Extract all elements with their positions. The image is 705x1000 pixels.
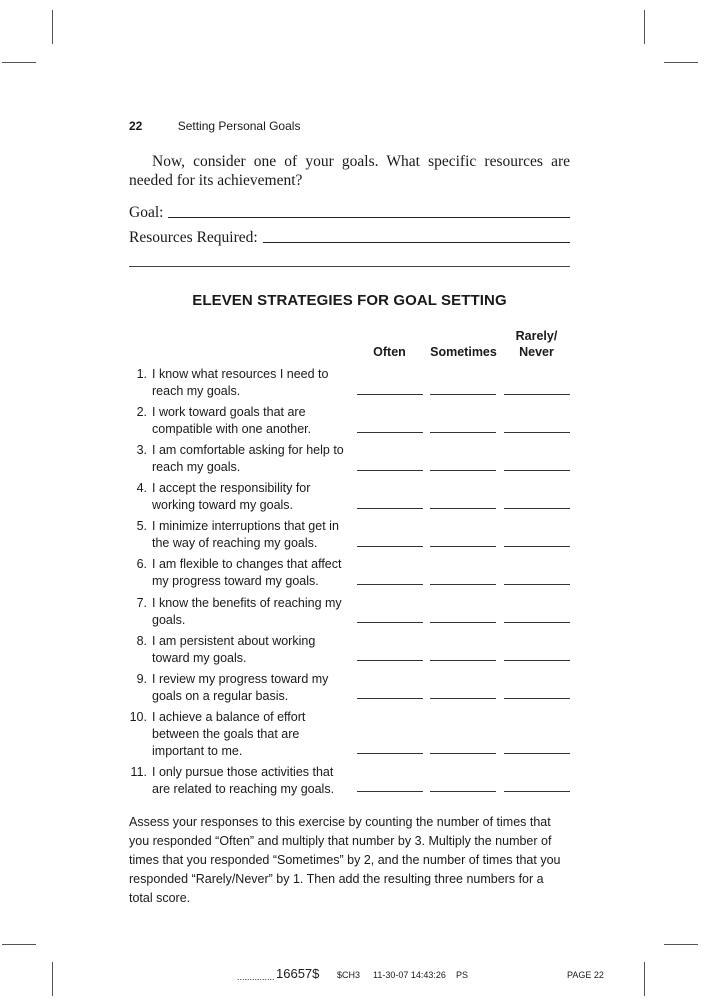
often-answer-line[interactable] (357, 470, 423, 471)
goal-field[interactable] (129, 204, 570, 222)
strategy-number: 3. (136, 443, 147, 457)
intro-paragraph: Now, consider one of your goals. What specific resources are needed for its achievement? (129, 153, 570, 189)
sometimes-answer-line[interactable] (430, 584, 496, 585)
page-number: 22 (129, 119, 143, 133)
crop-mark (644, 962, 645, 996)
strategy-number: 9. (136, 672, 147, 686)
sometimes-answer-line[interactable] (430, 622, 496, 623)
strategy-text: I am comfortable asking for help to reach my goals. (152, 443, 344, 474)
resources-blank-extra-line[interactable] (129, 266, 570, 267)
running-header (129, 119, 300, 133)
strategy-item (129, 671, 351, 705)
rarely-never-answer-line[interactable] (504, 660, 570, 661)
often-answer-line[interactable] (357, 546, 423, 547)
strategy-text: I am persistent about working toward my goals. (152, 634, 316, 665)
strategy-number: 5. (136, 519, 147, 533)
footer-ps: PS (456, 970, 469, 980)
strategy-item (129, 366, 351, 400)
often-answer-line[interactable] (357, 660, 423, 661)
footer-job-number: 16657$ (276, 966, 320, 981)
section-title: ELEVEN STRATEGIES FOR GOAL SETTING (192, 292, 507, 309)
crop-mark (2, 62, 36, 63)
rarely-never-answer-line[interactable] (504, 622, 570, 623)
strategy-number: 7. (136, 596, 147, 610)
sometimes-answer-line[interactable] (430, 753, 496, 754)
sometimes-answer-line[interactable] (430, 698, 496, 699)
rarely-never-answer-line[interactable] (504, 546, 570, 547)
strategy-text: I work toward goals that are compatible with one another. (152, 405, 312, 436)
strategy-text: I know the benefits of reaching my goals. (152, 596, 342, 627)
strategy-text: I am flexible to changes that affect my progress toward my goals. (152, 557, 342, 588)
strategy-item (129, 595, 351, 629)
strategy-text: I accept the responsibility for working toward my goals. (152, 481, 311, 512)
strategy-item (129, 404, 351, 438)
sometimes-answer-line[interactable] (430, 470, 496, 471)
crop-mark (52, 962, 53, 996)
often-answer-line[interactable] (357, 791, 423, 792)
often-answer-line[interactable] (357, 394, 423, 395)
column-rarely-never (503, 328, 570, 360)
often-answer-line[interactable] (357, 698, 423, 699)
strategy-number: 6. (136, 557, 147, 571)
strategy-number: 8. (136, 634, 147, 648)
sometimes-answer-line[interactable] (430, 508, 496, 509)
sometimes-answer-line[interactable] (430, 660, 496, 661)
rarely-never-answer-line[interactable] (504, 584, 570, 585)
column-often: Often (373, 345, 406, 359)
resources-field[interactable] (129, 229, 570, 247)
strategy-text: I minimize interruptions that get in the way of reaching my goals. (152, 519, 339, 550)
strategy-number: 10. (129, 710, 147, 724)
assessment-paragraph: Assess your responses to this exercise by counting the number of times that you responded “Often” and multiply that number by 3. Multiply the number of times that you responded “Sometimes” by 2, and the number of times that you responded “Rarely/Never” by 1. Then add the resulting three numbers for a total score. (129, 815, 561, 905)
rarely-never-answer-line[interactable] (504, 698, 570, 699)
strategy-item (129, 556, 351, 590)
rarely-never-answer-line[interactable] (504, 394, 570, 395)
often-answer-line[interactable] (357, 622, 423, 623)
sometimes-answer-line[interactable] (430, 546, 496, 547)
sometimes-answer-line[interactable] (430, 791, 496, 792)
strategy-text: I review my progress toward my goals on a regular basis. (152, 672, 329, 703)
strategy-text: I achieve a balance of effort between the goals that are important to me. (152, 710, 306, 758)
crop-mark (644, 10, 645, 44)
strategy-number: 1. (136, 367, 147, 381)
often-answer-line[interactable] (357, 753, 423, 754)
running-title: Setting Personal Goals (177, 119, 301, 133)
often-answer-line[interactable] (357, 584, 423, 585)
goal-label: Goal: (129, 204, 164, 221)
rarely-never-answer-line[interactable] (504, 432, 570, 433)
strategy-text: I know what resources I need to reach my goals. (152, 367, 329, 398)
strategy-item (129, 480, 351, 514)
goal-blank[interactable] (168, 216, 570, 218)
rarely-never-answer-line[interactable] (504, 791, 570, 792)
crop-mark (664, 944, 698, 945)
rarely-never-answer-line[interactable] (504, 508, 570, 509)
column-never: Never (519, 345, 554, 359)
crop-mark (2, 944, 36, 945)
sometimes-answer-line[interactable] (430, 394, 496, 395)
strategy-item (129, 442, 351, 476)
rarely-never-answer-line[interactable] (504, 470, 570, 471)
rarely-never-answer-line[interactable] (504, 753, 570, 754)
sometimes-answer-line[interactable] (430, 432, 496, 433)
strategy-number: 4. (136, 481, 147, 495)
resources-blank[interactable] (263, 241, 570, 243)
strategy-text: I only pursue those activities that are related to reaching my goals. (152, 765, 335, 796)
strategy-number: 11. (130, 765, 147, 779)
often-answer-line[interactable] (357, 508, 423, 509)
column-sometimes: Sometimes (430, 345, 497, 359)
strategy-item (129, 709, 351, 760)
crop-mark (664, 62, 698, 63)
strategy-number: 2. (136, 405, 147, 419)
resources-label: Resources Required: (129, 229, 258, 246)
strategy-item (129, 633, 351, 667)
footer-dots: ............... (237, 972, 275, 982)
footer-chapter-code: $CH3 (337, 970, 361, 980)
footer-page: PAGE 22 (567, 970, 604, 980)
strategy-item (129, 518, 351, 552)
column-rarely: Rarely/ (515, 329, 558, 343)
footer-timestamp: 11-30-07 14:43:26 (373, 970, 446, 980)
crop-mark (52, 10, 53, 44)
often-answer-line[interactable] (357, 432, 423, 433)
strategy-item (129, 764, 351, 798)
